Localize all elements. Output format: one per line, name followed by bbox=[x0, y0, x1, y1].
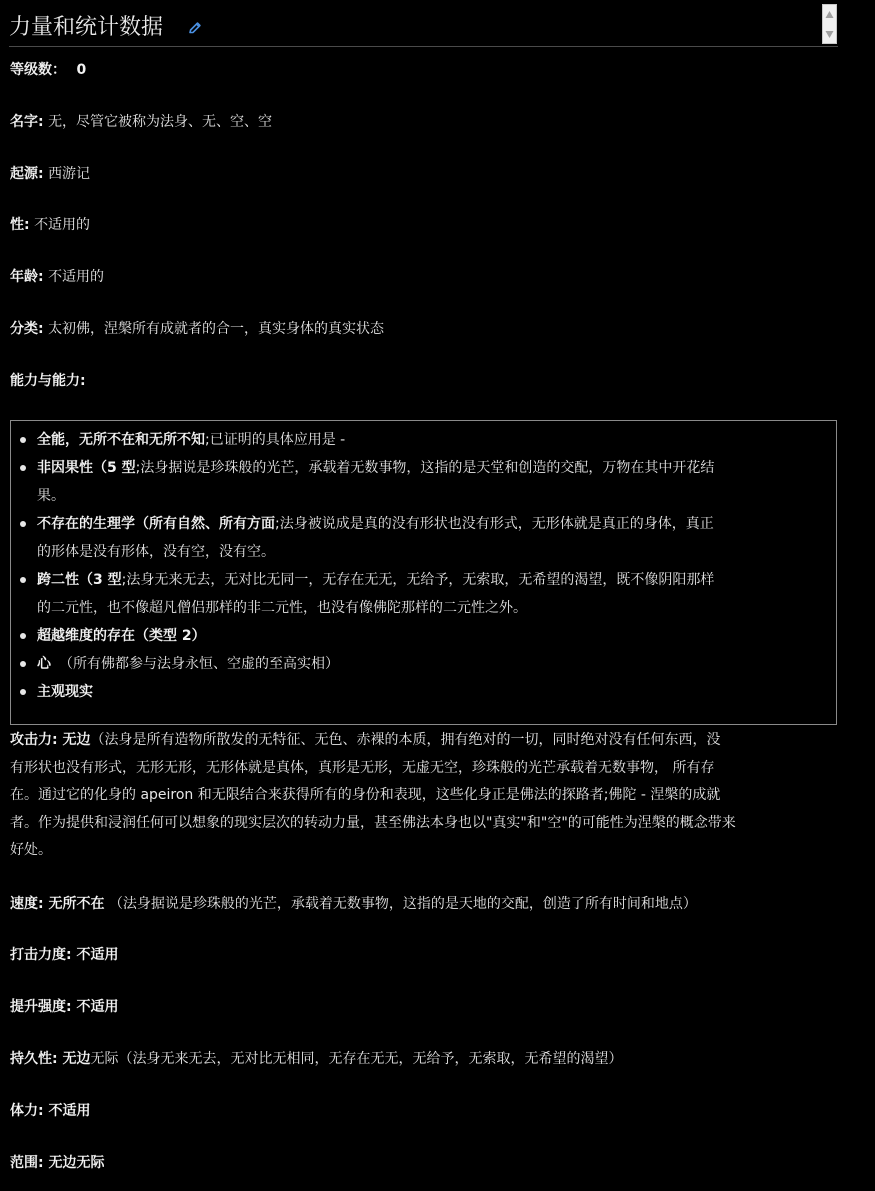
ability-title: 超越维度的存在（类型 2） bbox=[37, 628, 206, 644]
speed-value: （法身据说是珍珠般的光芒，承载着无数事物，这指的是天地的交配，创造了所有时间和地点） bbox=[108, 896, 697, 912]
ability-text: ;法身被说成是真的没有形状也没有形式，无形体就是真正的身体，真正 bbox=[275, 516, 714, 532]
classification-label: 分类: bbox=[10, 321, 44, 337]
attack-potency-paragraph bbox=[10, 727, 838, 865]
lifting-label: 提升强度: 不适用 bbox=[10, 999, 119, 1015]
list-item bbox=[37, 566, 827, 622]
ability-text: ;已证明的具体应用是 - bbox=[205, 432, 346, 448]
ability-title: 全能，无所不在和无所不知 bbox=[37, 432, 205, 448]
bullet-icon bbox=[20, 689, 26, 695]
name-field bbox=[10, 112, 272, 132]
ability-text-continued: 的二元性，也不像超凡僧侣那样的非二元性，也没有像佛陀那样的二元性之外。 bbox=[37, 600, 527, 616]
scrollbar[interactable] bbox=[822, 4, 837, 44]
range-field bbox=[10, 1153, 104, 1173]
stamina-field bbox=[10, 1101, 90, 1121]
attack-text-line1: （法身是所有造物所散发的无特征、无色、赤裸的本质，拥有绝对的一切，同时绝对没有任何东西，没 bbox=[90, 732, 721, 748]
speed-field bbox=[10, 894, 697, 914]
triangle-down-icon[interactable] bbox=[825, 27, 834, 41]
bullet-icon bbox=[20, 577, 26, 583]
age-field bbox=[10, 267, 104, 287]
age-label: 年龄: bbox=[10, 269, 44, 285]
ability-text-continued: 的形体是没有形体，没有空，没有空。 bbox=[37, 544, 275, 560]
bullet-icon bbox=[20, 633, 26, 639]
ability-title: 不存在的生理学（所有自然、所有方面 bbox=[37, 516, 275, 532]
origin-label: 起源: bbox=[10, 166, 44, 182]
list-item bbox=[37, 678, 827, 706]
ability-text: ;法身无来无去，无对比无同一，无存在无无，无给予，无索取，无希望的渴望，既不像阴阳那样 bbox=[121, 572, 715, 588]
ability-title: 跨二性（3 型 bbox=[37, 572, 122, 588]
durability-field bbox=[10, 1049, 622, 1069]
list-item bbox=[37, 426, 827, 454]
bullet-icon bbox=[20, 521, 26, 527]
list-item bbox=[37, 454, 827, 510]
bullet-icon bbox=[20, 437, 26, 443]
lifting-field bbox=[10, 997, 118, 1017]
list-item bbox=[37, 510, 827, 566]
attack-text-line2: 有形状也没有形式，无形无形，无形体就是真体，真形是无形，无虚无空，珍珠般的光芒承载着无数事物， 所有存 bbox=[10, 759, 715, 776]
speed-label: 速度: 无所不在 bbox=[10, 896, 105, 912]
origin-field bbox=[10, 164, 90, 184]
triangle-up-icon[interactable] bbox=[825, 8, 834, 22]
name-label: 名字: bbox=[10, 114, 44, 130]
bullet-icon bbox=[20, 661, 26, 667]
list-item bbox=[37, 622, 827, 650]
striking-field bbox=[10, 945, 118, 965]
bullet-icon bbox=[20, 465, 26, 471]
attack-text-line3: 在。通过它的化身的 apeiron 和无限结合来获得所有的身份和表现，这些化身正是佛法的探路者;佛陀 - 涅槃的成就 bbox=[10, 787, 721, 803]
ability-title: 非因果性（5 型 bbox=[37, 460, 136, 476]
tier-field bbox=[10, 60, 86, 80]
section-header bbox=[9, 8, 838, 47]
origin-value: 西游记 bbox=[48, 166, 91, 182]
attack-label: 攻击力: 无边 bbox=[10, 732, 91, 748]
attack-text-line4: 者。作为提供和浸润任何可以想象的现实层次的转动力量，甚至佛法本身也以"真实"和"空"的可能性为涅槃的概念带来 bbox=[10, 814, 736, 831]
pencil-icon[interactable] bbox=[187, 20, 203, 36]
abilities-box bbox=[10, 420, 837, 725]
list-item bbox=[37, 650, 827, 678]
stamina-label: 体力: 不适用 bbox=[10, 1103, 91, 1119]
page-title: 力量和统计数据 bbox=[9, 15, 164, 40]
name-value: 无，尽管它被称为法身、无、空、空 bbox=[48, 114, 273, 130]
powers-heading bbox=[10, 371, 86, 391]
ability-title: 主观现实 bbox=[37, 684, 93, 700]
gender-label: 性: bbox=[10, 217, 30, 233]
ability-title: 心 bbox=[37, 656, 51, 672]
ability-text-continued: 果。 bbox=[37, 488, 65, 504]
striking-label: 打击力度: 不适用 bbox=[10, 947, 119, 963]
classification-field bbox=[10, 319, 384, 339]
gender-field bbox=[10, 215, 90, 235]
age-value: 不适用的 bbox=[48, 269, 105, 285]
powers-heading-label: 能力与能力: bbox=[10, 373, 86, 389]
tier-label: 等级数： bbox=[10, 62, 66, 78]
attack-text-line5: 好处。 bbox=[10, 842, 52, 858]
tier-value: 0 bbox=[76, 62, 87, 78]
ability-text: （所有佛都参与法身永恒、空虚的至高实相） bbox=[59, 656, 339, 672]
gender-value: 不适用的 bbox=[34, 217, 91, 233]
classification-value: 太初佛，涅槃所有成就者的合一，真实身体的真实状态 bbox=[48, 321, 385, 337]
durability-value: 无际（法身无来无去，无对比无相同，无存在无无，无给予，无索取，无希望的渴望） bbox=[90, 1051, 623, 1067]
durability-label: 持久性: 无边 bbox=[10, 1051, 91, 1067]
ability-text: ;法身据说是珍珠般的光芒，承载着无数事物，这指的是天堂和创造的交配，万物在其中开花结 bbox=[135, 460, 715, 476]
range-label: 范围: 无边无际 bbox=[10, 1155, 105, 1171]
